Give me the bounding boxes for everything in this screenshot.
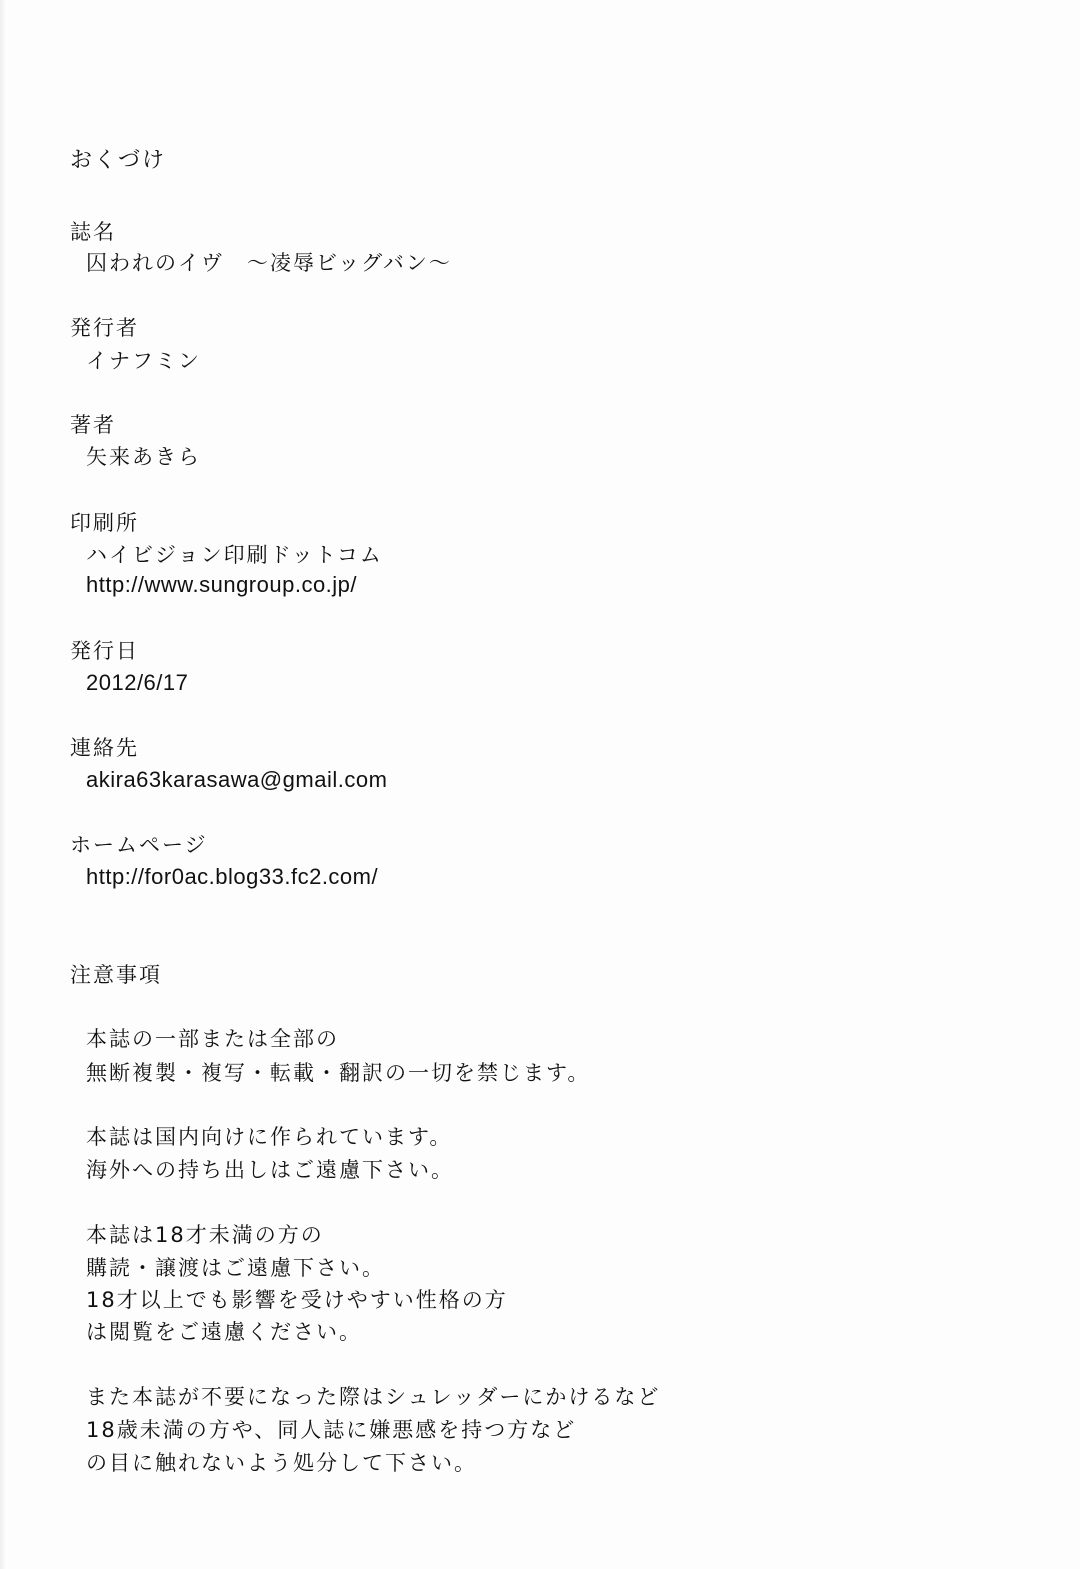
notes-line: 本誌は18才未満の方の	[86, 1223, 324, 1247]
section-label-author: 著者	[70, 413, 116, 437]
section-label-contact: 連絡先	[70, 736, 139, 760]
notes-line: 購読・譲渡はご遠慮下さい。	[86, 1256, 385, 1280]
section-label-printer: 印刷所	[70, 511, 139, 535]
section-value-publisher: イナフミン	[86, 349, 201, 373]
section-value-homepage-url: http://for0ac.blog33.fc2.com/	[86, 864, 379, 889]
notes-line: 本誌は国内向けに作られています。	[86, 1125, 453, 1149]
section-value-printer-name: ハイビジョン印刷ドットコム	[86, 543, 383, 567]
notes-line: の目に触れないよう処分して下さい。	[86, 1451, 477, 1475]
section-value-title: 囚われのイヴ 〜凌辱ビッグバン〜	[86, 251, 452, 275]
section-label-homepage: ホームページ	[70, 833, 208, 857]
section-value-publish-date: 2012/6/17	[86, 670, 189, 695]
notes-line: 18歳未満の方や、同人誌に嫌悪感を持つ方など	[86, 1418, 577, 1442]
notes-line: 本誌の一部または全部の	[86, 1027, 339, 1051]
notes-line: 無断複製・複写・転載・翻訳の一切を禁じます。	[86, 1061, 591, 1085]
section-value-contact-email: akira63karasawa@gmail.com	[86, 767, 388, 792]
section-label-publisher: 発行者	[70, 316, 139, 340]
colophon-title: おくづけ	[70, 148, 167, 173]
notes-line: 18才以上でも影響を受けやすい性格の方	[86, 1288, 508, 1312]
section-label-publish-date: 発行日	[70, 639, 139, 663]
notes-line: 海外への持ち出しはご遠慮下さい。	[86, 1158, 454, 1182]
section-value-author: 矢来あきら	[86, 445, 201, 469]
notes-title: 注意事項	[70, 963, 162, 987]
notes-line: は閲覧をご遠慮ください。	[86, 1320, 362, 1344]
page-edge-shadow	[0, 0, 6, 1569]
section-label-title: 誌名	[70, 220, 116, 244]
section-value-printer-url: http://www.sungroup.co.jp/	[86, 572, 358, 597]
notes-line: また本誌が不要になった際はシュレッダーにかけるなど	[86, 1385, 661, 1409]
